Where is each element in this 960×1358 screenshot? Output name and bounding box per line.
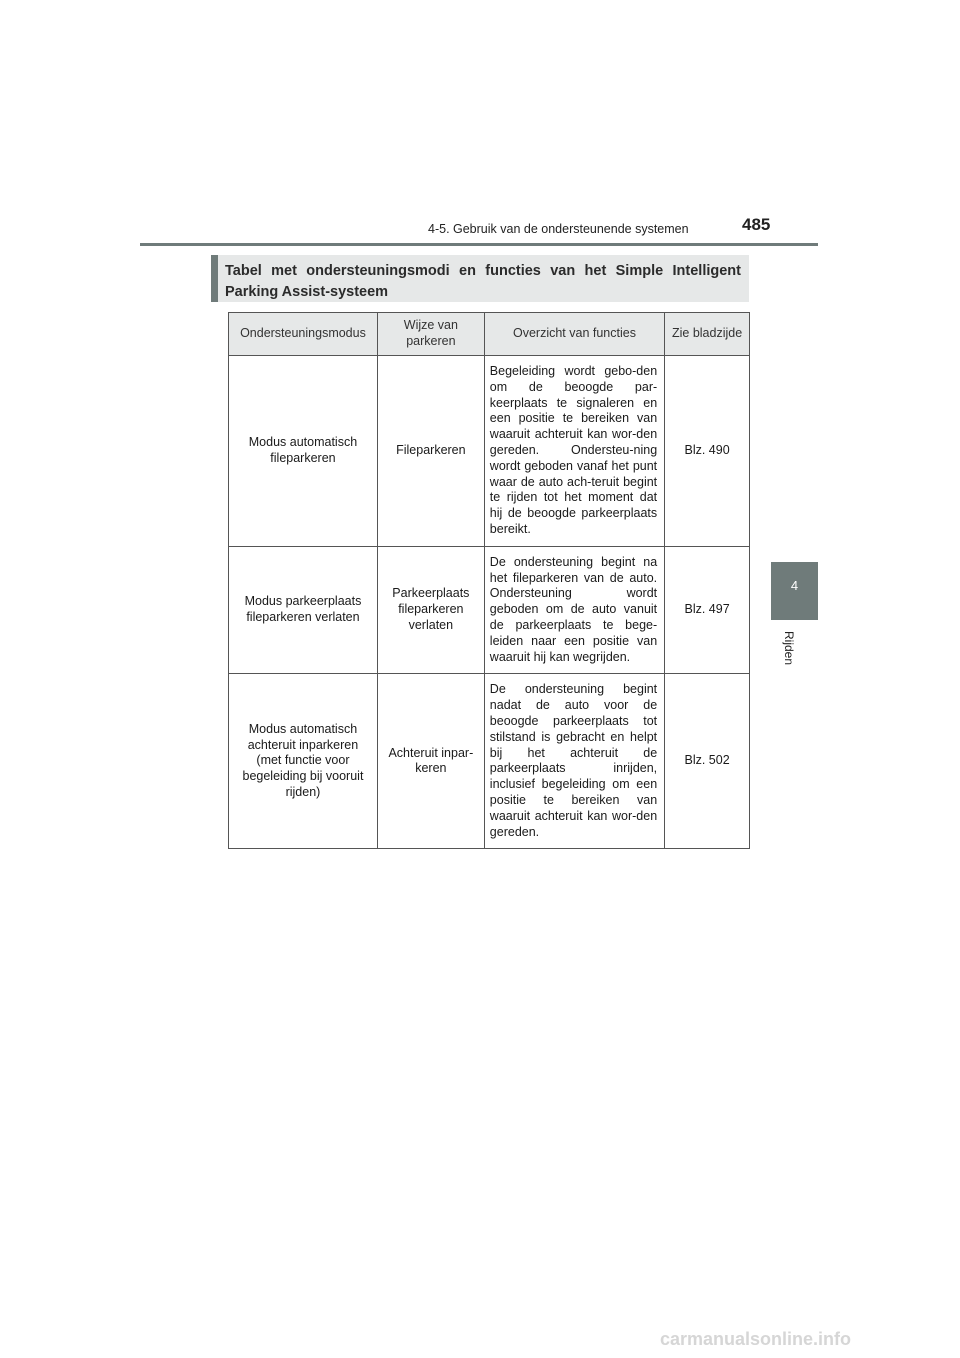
chapter-number: 4: [790, 578, 799, 593]
table-row: [229, 356, 750, 547]
section-title: Tabel met ondersteuningsmodi en functies van het Simple Intelligent Parking Assist-systeem: [225, 263, 741, 300]
table-row: [229, 674, 750, 849]
parking-method-cell: Fileparkeren: [377, 356, 484, 547]
overview-cell: De ondersteuning begint na het fileparkeren van de auto. Ondersteuning wordt geboden om de auto vanuit de parkeerplaats te bege-leiden naar een positie van waaruit hij kan wegrijden.: [484, 546, 664, 674]
overview-cell: De ondersteuning begint nadat de auto voor de beoogde parkeerplaats tot stilstand is gebracht en helpt bij het achteruit de parkeerplaats inrijden, inclusief begeleiding om een positie te bereiken van waaruit achteruit kan wor-den gereden.: [484, 674, 664, 849]
title-accent-bar: [211, 255, 218, 302]
section-title-box: [211, 255, 749, 302]
mode-cell: Modus parkeerplaats fileparkeren verlaten: [229, 546, 378, 674]
column-header: Overzicht van functies: [484, 313, 664, 356]
header-divider: [140, 243, 818, 246]
column-header: Zie bladzijde: [665, 313, 750, 356]
page-number: 485: [742, 215, 771, 234]
running-header-section: 4-5. Gebruik van de ondersteunende systemen: [428, 222, 689, 236]
assist-modes-table: [228, 312, 750, 849]
mode-cell: Modus automatisch fileparkeren: [229, 356, 378, 547]
column-header: Wijze van parkeren: [377, 313, 484, 356]
chapter-label: Rijden: [782, 631, 796, 666]
page-ref-cell: Blz. 497: [665, 546, 750, 674]
mode-cell: Modus automatisch achteruit inparkeren (met functie voor begeleiding bij vooruit rijden): [229, 674, 378, 849]
overview-cell: Begeleiding wordt gebo-den om de beoogde par-keerplaats te signaleren en een positie te bereiken van waaruit achteruit kan wor-den gereden. Ondersteu-ning wordt geboden vanaf het punt waar de auto ach-teruit begint te rijden tot het moment dat hij de beoogde parkeerplaats bereikt.: [484, 356, 664, 547]
column-header: Ondersteuningsmodus: [229, 313, 378, 356]
chapter-tab: [771, 562, 818, 620]
page-ref-cell: Blz. 502: [665, 674, 750, 849]
parking-method-cell: Parkeerplaats fileparkeren verlaten: [377, 546, 484, 674]
parking-method-cell: Achteruit inpar-keren: [377, 674, 484, 849]
page-ref-cell: Blz. 490: [665, 356, 750, 547]
watermark: carmanualsonline.info: [660, 1329, 852, 1349]
table-row: [229, 546, 750, 674]
table-header-row: [229, 313, 750, 356]
